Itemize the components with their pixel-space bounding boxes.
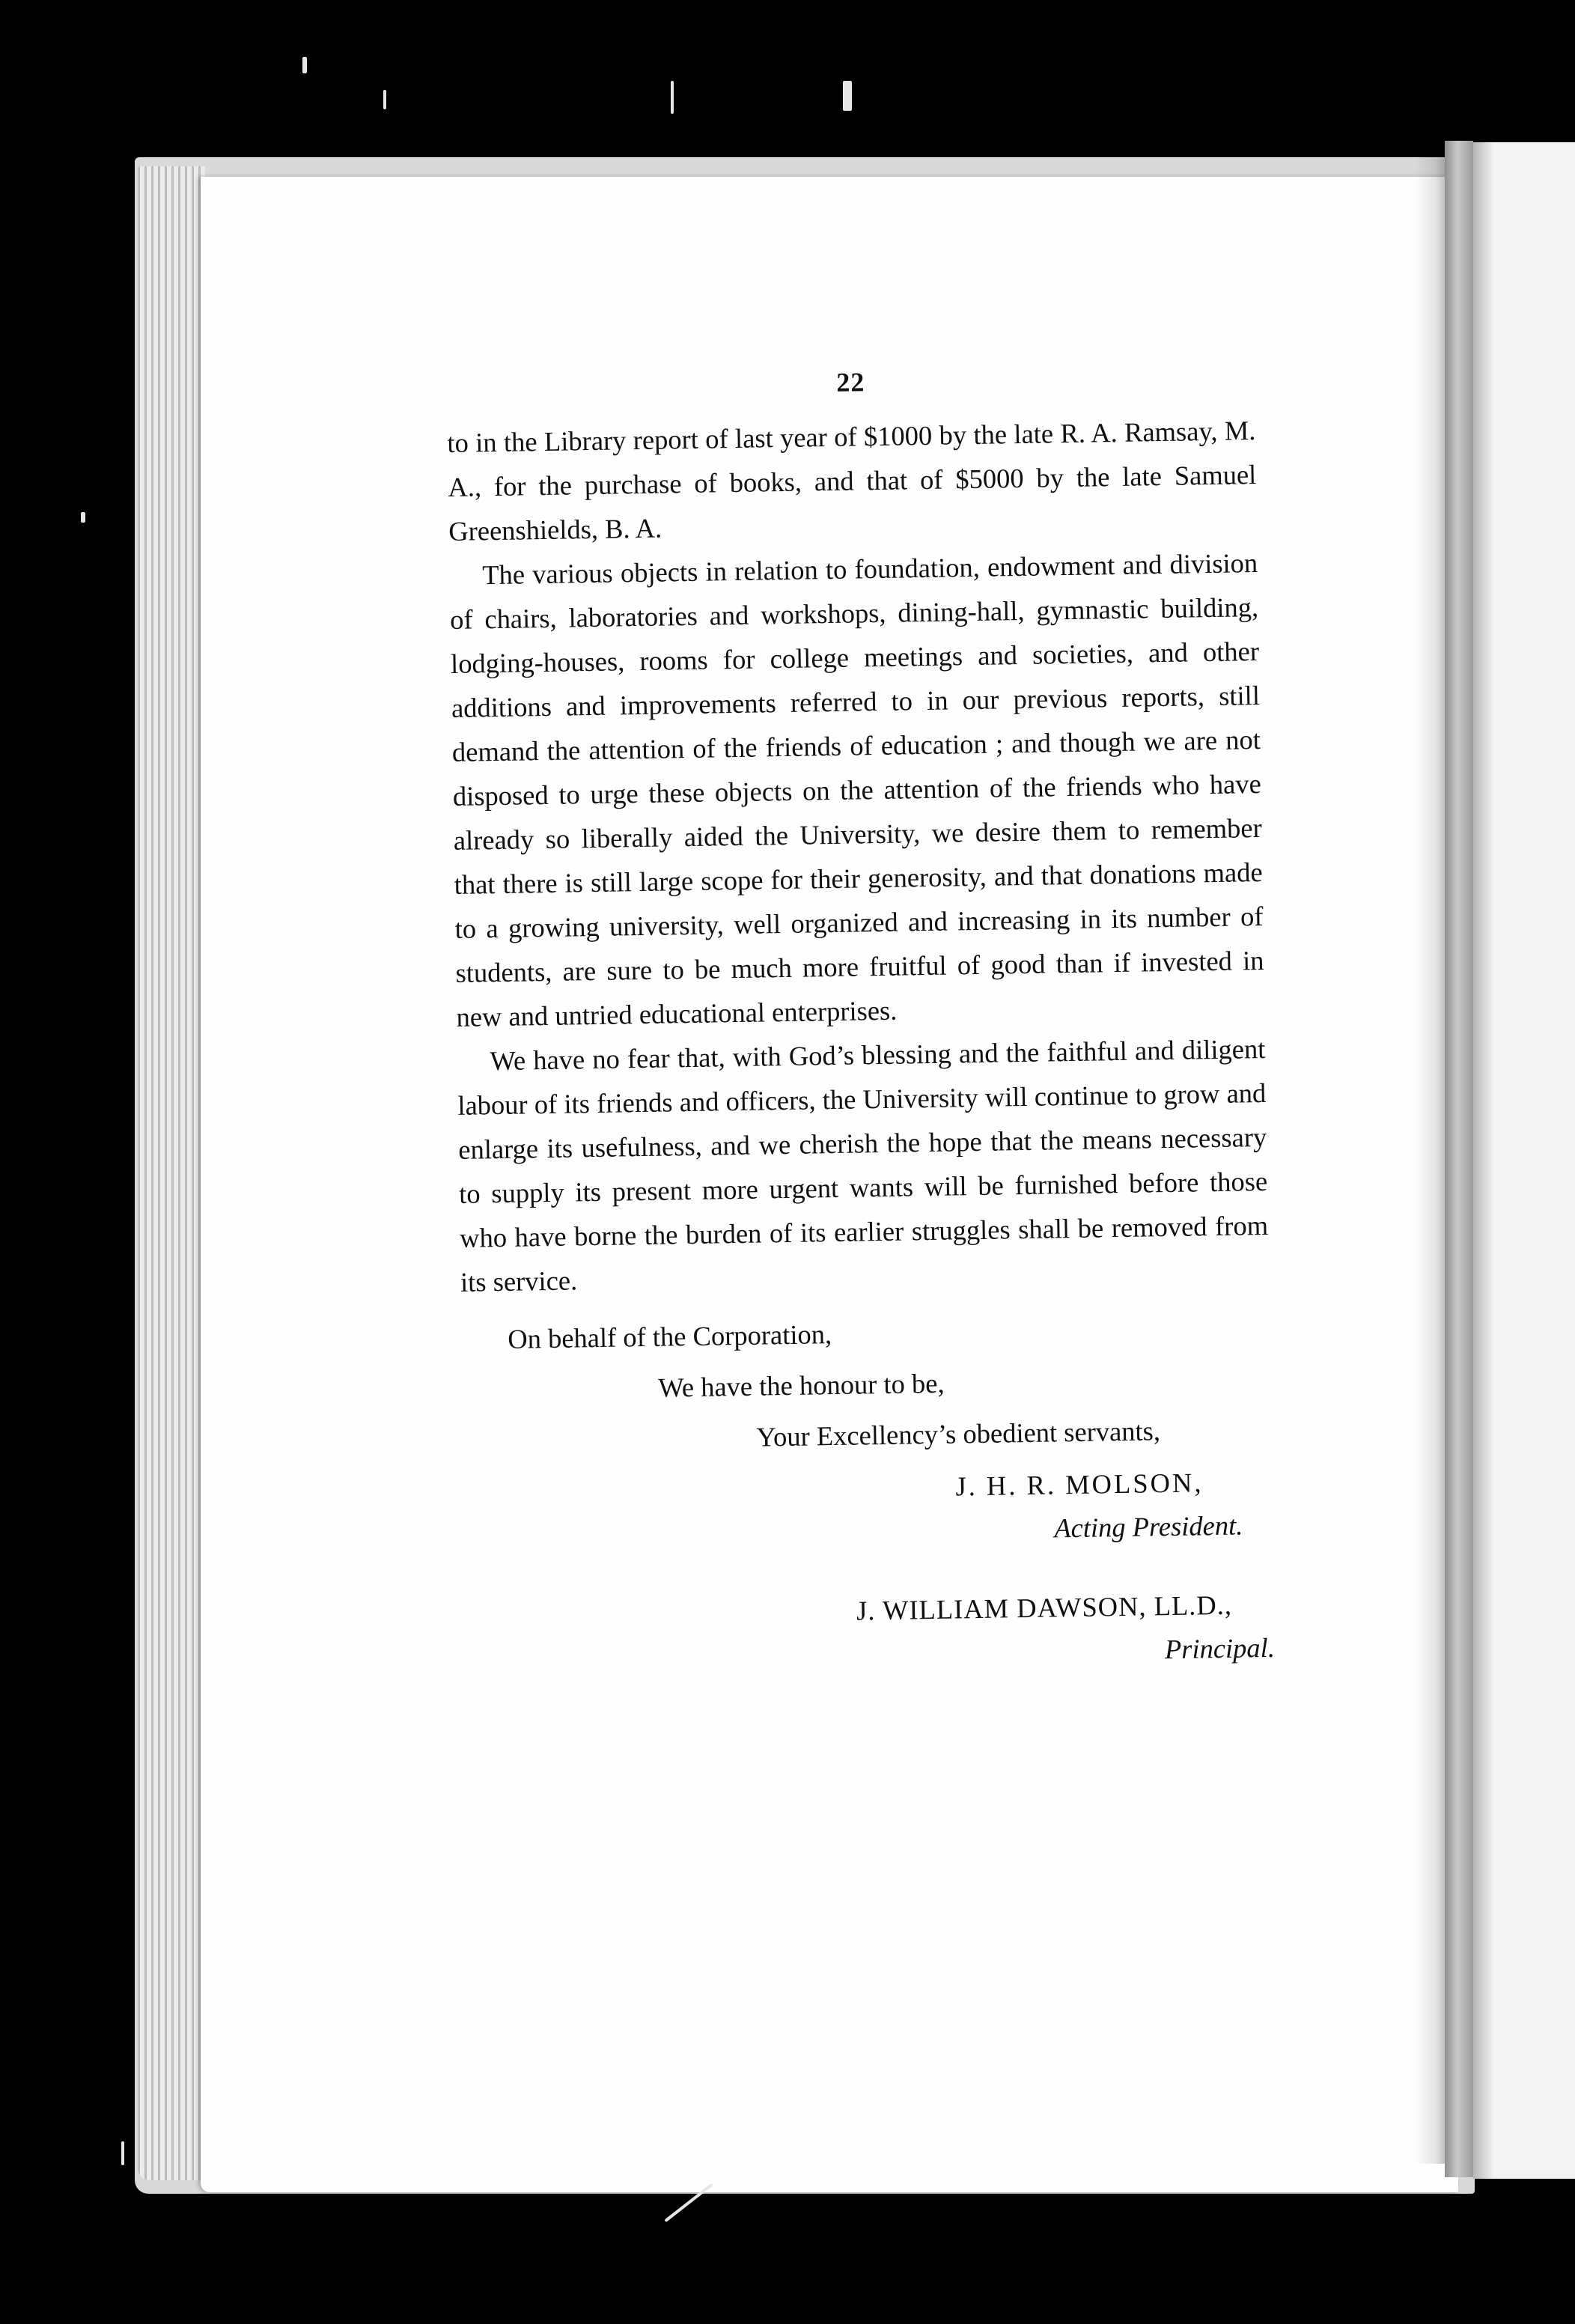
closing-behalf: On behalf of the Corporation, <box>507 1318 832 1354</box>
letter-closing <box>461 1305 1275 1670</box>
book-page-edges <box>138 166 205 2180</box>
paragraph-continuation: to in the Library report of last year of $1000 by the late R. A. Ramsay, M. A., for the purchase of books, and that of $5000 by the late Samuel Greenshields, B. A. <box>447 415 1257 547</box>
closing-servants: Your Excellency’s obedient servants, <box>756 1415 1161 1452</box>
scan-speck <box>121 2141 124 2165</box>
scan-speck <box>383 90 386 109</box>
book-spine <box>1445 141 1473 2177</box>
paragraph-objects: The various objects in relation to foundation, endowment and division of chairs, laboratories and workshops, dining-hall, gymnastic building, lodging-houses, rooms for college meetings and societies, and other additions and improvements referred to in our previous reports, still demand the attention of the friends of education ; and though we are not disposed to urge these objects on the attention of the friends who have already so liberally aided the University, we desire them to remember that there is still large scope for their generosity, and that donations made to a growing university, well organized and increasing in its number of students, are sure to be much more fruitful of good than if invested in new and untried educational enterprises. <box>449 547 1264 1032</box>
scan-speck <box>671 81 674 114</box>
paragraph-hope: We have no fear that, with God’s blessing and the faithful and diligent labour of its friends and officers, the University will continue to grow and enlarge its usefulness, and we cherish the hope that the means necessary to supply its present more urgent wants will be furnished before those who have borne the burden of its earlier struggles shall be removed from its service. <box>457 1032 1269 1298</box>
page-number: 22 <box>835 367 865 398</box>
signatory-dawson-title: Principal. <box>1164 1631 1276 1665</box>
scan-speck <box>843 81 852 111</box>
scan-speck <box>81 512 85 523</box>
signatory-dawson-name: J. WILLIAM DAWSON, LL.D., <box>856 1589 1233 1626</box>
scan-speck <box>302 57 307 73</box>
facing-page-edge <box>1473 142 1494 2179</box>
signatory-molson-title: Acting President. <box>1053 1509 1243 1544</box>
closing-honour: We have the honour to be, <box>657 1367 945 1403</box>
signatory-molson-name: J. H. R. MOLSON, <box>955 1467 1204 1502</box>
page-text-block <box>446 360 1275 1670</box>
